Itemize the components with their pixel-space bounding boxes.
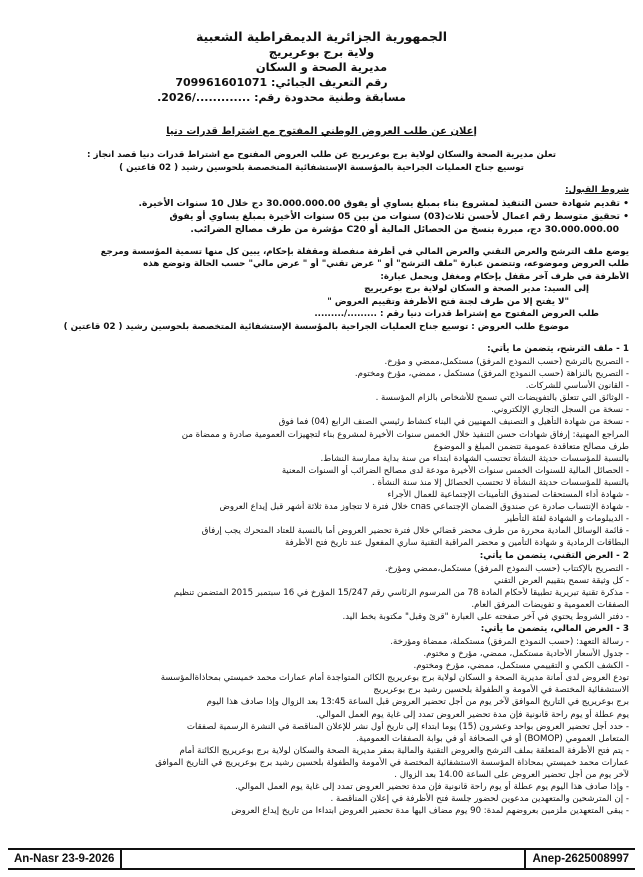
body-line: - جدول الأسعار الأحادية مستكمل، ممضي، مؤرخ و مختوم. bbox=[423, 649, 629, 660]
body-line: - دفتر الشروط يحتوي في آخر صفحته على العبارة "قرئ وقبل" مكتوبة بخط اليد. bbox=[342, 611, 629, 622]
body-line: - نسخة من شهادة التأهيل و التصنيف المهنيين في البناء كنشاط رئيسي الصنف الرابع (04) فما فوق bbox=[278, 417, 629, 428]
body-line: - حدد أجل تحضير العروض بواحد وعشرون (15) يوما ابتداء إلى تاريخ أول نشر للإعلان المناقصة في النشرة الرسمية لصفقات bbox=[186, 721, 629, 732]
body-line: - قائمة الوسائل المادية محررة من طرف محضر قضائي خلال فترة تحضير العروض أما بالنسبة للعتاد المتحرك يجب إرفاق bbox=[201, 526, 629, 537]
body-line: - كل وثيقة تسمح بتقييم العرض التقني bbox=[494, 575, 629, 586]
wilaya-title: ولاية برج بوعريريج bbox=[268, 45, 375, 59]
body-line: المراجع المهنية: إرفاق شهادات حسن التنفيذ خلال الخمس سنوات الأخيرة لمشروع بناء لتجهيزات العمومية صادرة و ممضاة من bbox=[181, 429, 629, 440]
object-line: موضوع طلب العروض : توسيع جناح العمليات الجراحية بالمؤسسة الإستشفائية المتخصصة بلحوسين رشيد ( 02 قاعتين ) bbox=[63, 321, 569, 332]
body-line: المتعامل العمومي (BOMOP) أو في الصحافة أو في بوابة الصفقات العمومية. bbox=[356, 733, 629, 744]
submission-line: طلب العروض وموضوعه، وتتضمن عبارة "ملف الترشح" أو " عرض تقني" أو " عرض مالي" حسب الحالة وتوضع هذه bbox=[143, 259, 629, 269]
body-line: 3 - العرض المالي، يتضمن ما يأتي: bbox=[480, 623, 629, 634]
body-line: - شهادة أداء المستحقات لصندوق التأمينات الإجتماعية للعمال الأجراء bbox=[387, 490, 629, 501]
body-line: بالنسبة للمؤسسات حديثة النشأة لا تحتسب الحصائل إلا منذ سنة النشأة . bbox=[372, 477, 629, 488]
body-line: الصفقات العمومية و تفويضات المرفق العام. bbox=[471, 599, 629, 610]
submission-line: إلى السيد: مدير الصحة و السكان لولاية برج بوعريريج bbox=[364, 284, 589, 294]
body-line: لآخر يوم من أجل تحضير العروض على الساعة 14.00 بعد الزوال . bbox=[394, 770, 629, 780]
condition-item: • تقديم شهادة حسن التنفيذ لمشروع بناء بمبلغ يساوي أو يفوق 30.000.000.00 دج خلال 10 سنوات الأخيرة. bbox=[138, 197, 629, 209]
body-line: تودع العروض لدى أمانة مديرية الصحة و السكان لولاية برج بوعريريج الكائن المتواجدة أمام عمارات محمد خميستي بمحاذاةالمؤسسة bbox=[160, 673, 629, 684]
body-line: الاستشفائية المختصة في الأمومة و الطفولة بلحسين رشيد برج بوعريريج bbox=[373, 685, 629, 696]
announcement-title: إعلان عن طلب العروض الوطني المفتوح مع اشتراط قدرات دنيا bbox=[166, 126, 477, 137]
footer-newspaper: An-Nasr 23-9-2026 bbox=[8, 850, 122, 868]
body-line: برج بوعريريج في التاريخ الموافق لآخر يوم من أجل تحضير العروض قبل الساعة 13:45 بعد الزوال وإذا صادف هذا اليوم bbox=[206, 697, 629, 708]
body-line: - الديبلومات و الشهادة لفئة التأطير bbox=[504, 514, 629, 525]
submission-line: "لا يفتح إلا من طرف لجنة فتح الأظرفة وتقييم العروض " bbox=[327, 296, 569, 307]
body-line: البطاقات الرمادية و شهادة التأمين و محضر المراقبة التقنية ساري المفعول عند تاريخ فتح الأظرفة bbox=[285, 538, 629, 549]
submission-line: طلب العروض المفتوح مع إشتراط قدرات دنيا رقم : ........./......... bbox=[314, 309, 599, 319]
footer-bar bbox=[8, 848, 635, 870]
competition-number: مسابقة وطنية محدودة رقم: ............./2026. bbox=[157, 91, 406, 104]
condition-item: 30.000.000.00 دج، مبررة بنسخ من الحصائل المالية أو C20 مؤشرة من طرف مصالح الضرائب. bbox=[190, 223, 619, 235]
condition-item: • تحقيق متوسط رقم اعمال لأحسن ثلاث(03) سنوات من بين 05 سنوات الأخيرة بمبلغ يساوي أو يفوق bbox=[169, 210, 629, 222]
directorate-title: مديرية الصحة و السكان bbox=[255, 60, 388, 74]
body-line: يوم عطلة أو يوم راحة قانونية فإن مدة تحضير العروض تمدد إلى غاية يوم العمل الموالي. bbox=[316, 709, 629, 720]
body-line: - التصريح بالترشح (حسب النموذج المرفق) مستكمل،ممضي و مؤرخ. bbox=[384, 357, 629, 367]
body-line: - رسالة التعهد: (حسب النموذج المرفق) مستكملة، ممضاة ومؤرخة. bbox=[390, 636, 629, 647]
footer-anep-ref: Anep-2625008997 bbox=[532, 853, 629, 865]
body-line: - الوثائق التي تتعلق بالتفويضات التي تسمح للأشخاص بالزام المؤسسة . bbox=[375, 393, 629, 404]
conditions-title: شروط القبول: bbox=[565, 185, 629, 195]
intro-line: تعلن مديرية الصحة والسكان لولاية برج بوعريريج عن طلب العروض المفتوح مع اشتراط قدرات دنيا قصد انجاز : bbox=[86, 150, 557, 160]
body-line: 2 - العرض التقني، يتضمن ما يأتي: bbox=[479, 550, 629, 561]
body-line: - يبقى المتعهدين ملزمين بعروضهم لمدة: 90 يوم مضاف اليها مدة تحضير العروض ابتداءا من تاريخ إيداع العروض bbox=[231, 806, 629, 817]
body-line: - وإذا صادف هذا اليوم يوم عطلة أو يوم راحة قانونية فإن مدة تحضير العروض تمدد إلى غاية يوم العمل الموالي. bbox=[235, 782, 629, 793]
body-line: 1 - ملف الترشح، يتضمن ما يأتي: bbox=[487, 344, 629, 354]
submission-line: يوضع ملف الترشح والعرض التقني والعرض المالي في أظرفة منفصلة ومقفلة بإحكام، يبين كل منها تسمية المؤسسة ومرجع bbox=[100, 246, 629, 257]
body-line: - الحصائل المالية للسنوات الخمس سنوات الأخيرة مودعة لدى مصالح الضرائب أو السنوات المعنية bbox=[281, 465, 629, 476]
body-line: بالنسبة للمؤسسات حديثة النشأة تحتسب الشهادة ابتداء من سنة بداية ممارسة النشاط. bbox=[320, 453, 629, 464]
footer-spacer bbox=[122, 850, 526, 868]
intro-line: توسيع جناح العمليات الجراحية بالمؤسسة الإستشفائية المتخصصة بلحوسين رشيد ( 02 قاعتين ) bbox=[119, 162, 524, 173]
body-line: - مذكرة تقنية تبريرية تطبيقا لأحكام المادة 78 من المرسوم الرئاسي رقم 15/247 المؤرخ في 16 سبتمبر 2015 المتضمن تنظيم bbox=[173, 587, 629, 598]
body-line: - التصريح بالإكتتاب (حسب النموذج المرفق) مستكمل،ممضي ومؤرخ. bbox=[384, 563, 629, 574]
body-line: - إن المترشحين والمتعهدين مدعوين لحضور جلسة فتح الأظرفة في إعلان المناقصة . bbox=[330, 794, 629, 805]
body-line: - القانون الأساسي للشركات. bbox=[525, 381, 629, 392]
submission-line: الأظرفة في ظرف آخر مقفل بإحكام ومغفل ويحمل عبارة: bbox=[380, 271, 629, 282]
body-line: - شهادة الإنتساب صادرة عن صندوق الضمان الإجتماعي cnas خلال فترة لا تتجاوز مدة ثلاثة أشهر قبل إيداع العروض bbox=[219, 502, 629, 513]
body-line: - الكشف الكمي و التقييمي مستكمل، ممضي، مؤرخ ومختوم. bbox=[413, 661, 629, 672]
tax-id: رقم التعريف الجبائي: 09961601071‏7 bbox=[175, 76, 388, 89]
announcement-body bbox=[14, 343, 629, 817]
body-line: طرف مصالح متعاقدة عمومية تتضمن المبلغ و الموضوع bbox=[433, 441, 629, 452]
body-line: - نسخة من السجل التجاري الإلكتروني. bbox=[491, 405, 629, 416]
republic-title: الجمهورية الجزائرية الديمقراطية الشعبية bbox=[195, 29, 448, 44]
body-line: عمارات محمد خميستي بمحاذاة المؤسسة الاستشفائية المختصة في الأمومة والطفولة بلحسين رشيد برج بوعريريج في التاريخ الموافق bbox=[155, 757, 629, 768]
body-line: - التصريح بالنزاهة (حسب النموذج المرفق) مستكمل ، ممضي، مؤرخ ومختوم. bbox=[354, 369, 629, 380]
body-line: - يتم فتح الأظرفة المتعلقة بملف الترشح والعروض التقنية والمالية بمقر مديرية الصحة والسكان لولاية برج بوعريريج الكائنة أمام bbox=[179, 745, 629, 756]
